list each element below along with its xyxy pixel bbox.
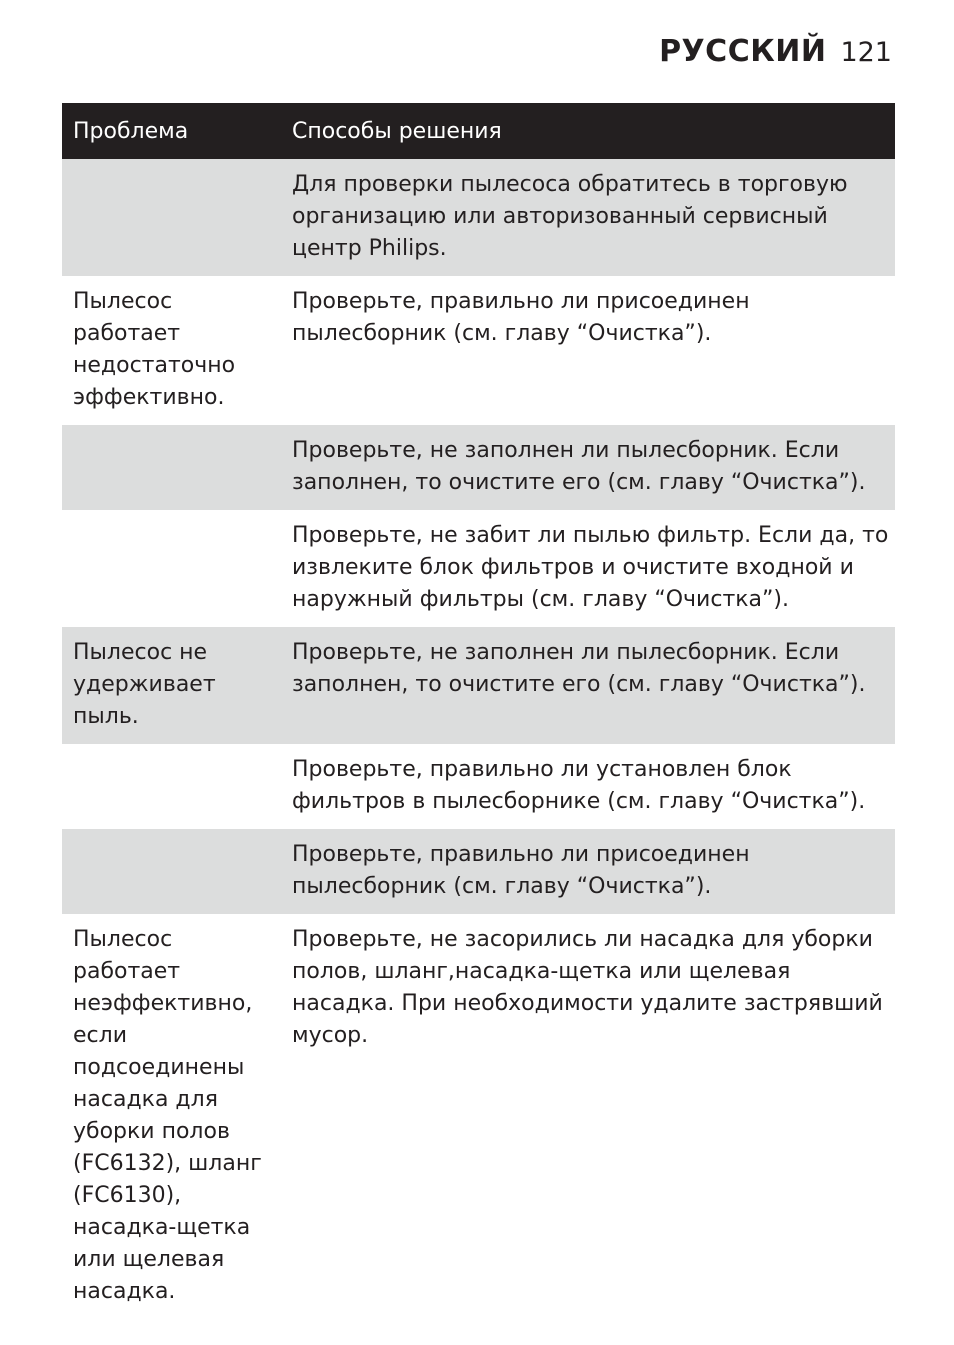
problem-cell: Пылесос работает неэффективно, если подсоединены насадка для уборки полов (FC6132), шланг (FC6130), насадка-щетка или щелевая насадка. xyxy=(73,927,262,1304)
column-header-solution: Способы решения xyxy=(280,103,895,159)
table-row xyxy=(62,914,895,1319)
header-row xyxy=(62,103,895,159)
problem-cell xyxy=(62,159,280,276)
solution-cell: Проверьте, правильно ли присоединен пылесборник (см. главу “Очистка”). xyxy=(280,829,895,914)
solution-cell: Проверьте, правильно ли присоединен пылесборник (см. главу “Очистка”). xyxy=(292,289,750,346)
problem-cell: Пылесос не удерживает пыль. xyxy=(62,627,280,744)
table-row xyxy=(62,744,895,829)
language-heading: РУССКИЙ xyxy=(659,34,827,69)
solution-cell: Проверьте, не заполнен ли пылесборник. Если заполнен, то очистите его (см. главу “Очистка”). xyxy=(280,425,895,510)
solution-cell: Для проверки пылесоса обратитесь в торговую организацию или авторизованный сервисный центр Philips. xyxy=(280,159,895,276)
table-row xyxy=(62,159,895,276)
problem-cell xyxy=(62,425,280,510)
troubleshooting-table xyxy=(62,103,895,1319)
solution-cell: Проверьте, не засорились ли насадка для уборки полов, шланг,насадка-щетка или щелевая насадка. При необходимости удалите застрявший мусор. xyxy=(292,927,883,1048)
page-number: 121 xyxy=(840,37,892,68)
table-row xyxy=(62,276,895,425)
column-header-problem: Проблема xyxy=(62,103,280,159)
table-header xyxy=(62,103,895,159)
problem-cell xyxy=(62,510,280,627)
table-row xyxy=(62,510,895,627)
solution-cell: Проверьте, не забит ли пылью фильтр. Если да, то извлеките блок фильтров и очистите входной и наружный фильтры (см. главу “Очистка”). xyxy=(292,523,889,612)
problem-cell xyxy=(62,829,280,914)
table-row xyxy=(62,627,895,744)
solution-cell: Проверьте, не заполнен ли пылесборник. Если заполнен, то очистите его (см. главу “Очистка”). xyxy=(280,627,895,744)
solution-cell: Проверьте, правильно ли установлен блок фильтров в пылесборнике (см. главу “Очистка”). xyxy=(292,757,866,814)
page-header xyxy=(659,34,892,69)
problem-cell xyxy=(62,744,280,829)
problem-cell: Пылесос работает недостаточно эффективно. xyxy=(73,289,236,410)
table-body xyxy=(62,159,895,1319)
table-row xyxy=(62,829,895,914)
table-row xyxy=(62,425,895,510)
